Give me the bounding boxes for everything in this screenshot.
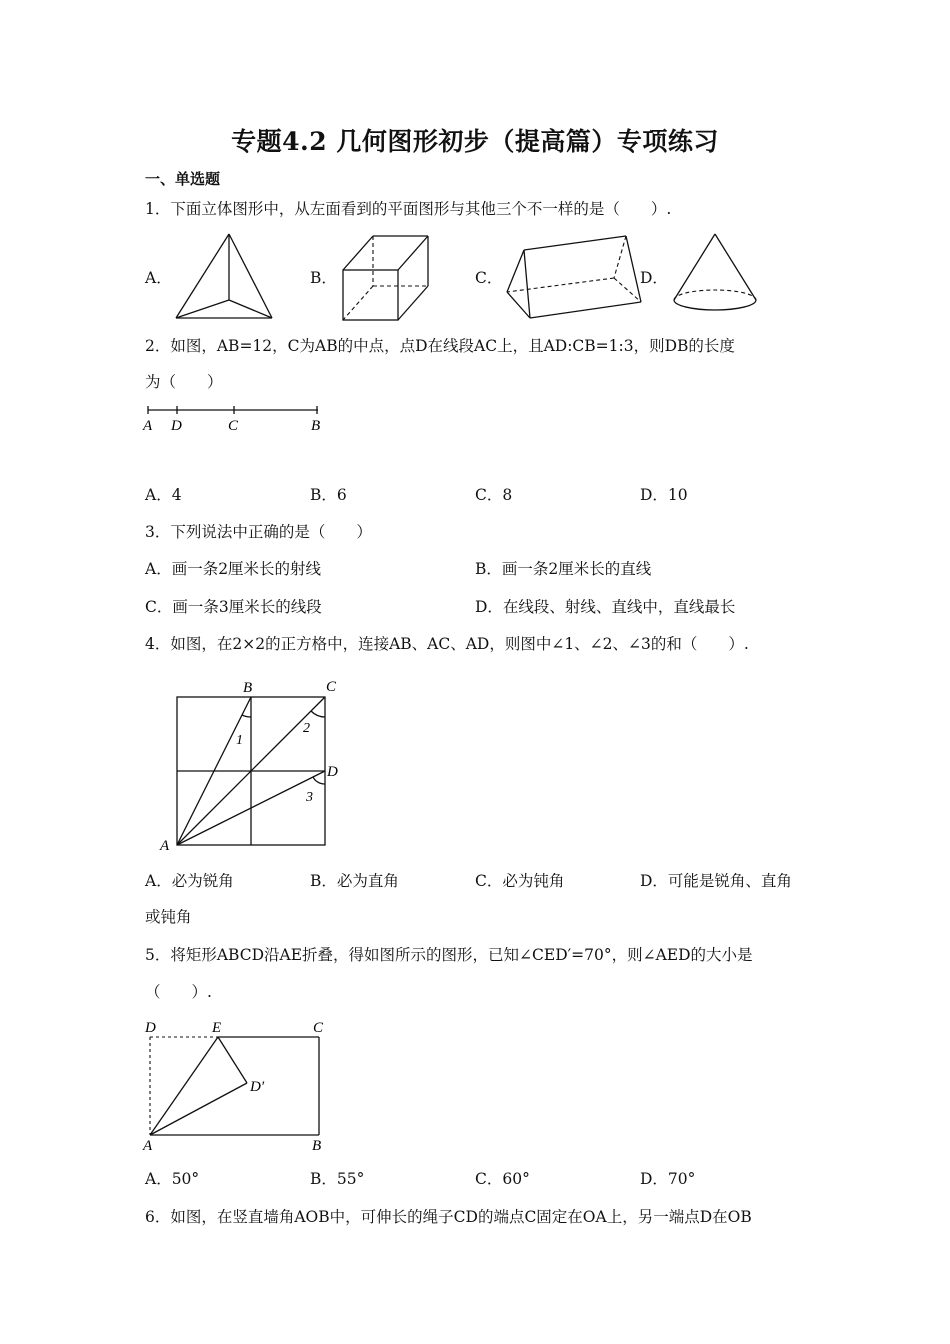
label-a: A (143, 418, 153, 434)
label-e: E (212, 1020, 222, 1036)
label-b: B (312, 1138, 322, 1153)
q5-option-c: C．60° (475, 1170, 530, 1188)
question-4-text: 4．如图，在2×2的正方格中，连接AB、AC、AD，则图中∠1、∠2、∠3的和（ ）. (145, 635, 749, 653)
q3-option-b: B．画一条2厘米长的直线 (475, 560, 652, 578)
label-b: B (243, 680, 253, 696)
q4-option-d-continued: 或钝角 (145, 908, 192, 926)
q5-option-d: D．70° (640, 1170, 696, 1188)
label-d-prime: D′ (250, 1079, 265, 1095)
q4-option-c: C．必为钝角 (475, 872, 565, 890)
label-b: B (311, 418, 321, 434)
question-2-text-line1: 2．如图，AB=12，C为AB的中点，点D在线段AC上，且AD:CB=1:3，则DB的长度 (145, 337, 735, 355)
q1-option-a-label: A． (145, 269, 172, 287)
triangular-prism-icon (502, 230, 642, 325)
q2-option-b: B．6 (310, 486, 347, 504)
q3-option-d: D．在线段、射线、直线中，直线最长 (475, 598, 736, 616)
label-d: D (171, 418, 182, 434)
grid-angle-figure (155, 672, 355, 857)
q3-option-c: C．画一条3厘米长的线段 (145, 598, 322, 616)
folded-rectangle-figure (140, 1015, 340, 1153)
angle-1-label: 1 (236, 733, 243, 748)
q5-option-b: B．55° (310, 1170, 365, 1188)
question-5-text-line2: （ ）. (145, 983, 212, 1001)
label-a: A (143, 1138, 153, 1153)
cone-icon (668, 228, 763, 328)
q4-option-b: B．必为直角 (310, 872, 399, 890)
q2-option-c: C．8 (475, 486, 513, 504)
q5-option-a: A．50° (145, 1170, 200, 1188)
question-1-text: 1．下面立体图形中，从左面看到的平面图形与其他三个不一样的是（ ）. (145, 200, 672, 218)
q4-option-d: D．可能是锐角、直角 (640, 872, 792, 890)
question-3-text: 3．下列说法中正确的是（ ） (145, 523, 372, 541)
section-heading: 一、单选题 (145, 170, 221, 188)
angle-2-label: 2 (303, 721, 310, 736)
triangular-pyramid-icon (170, 230, 280, 322)
label-a: A (160, 838, 170, 854)
angle-3-label: 3 (306, 790, 313, 805)
question-2-text-line2: 为（ ） (145, 373, 223, 391)
q2-option-d: D．10 (640, 486, 688, 504)
q1-option-c-label: C． (475, 269, 503, 287)
segment-figure (142, 402, 332, 437)
q3-option-a: A．画一条2厘米长的射线 (145, 560, 322, 578)
rectangular-cuboid-icon (338, 230, 438, 325)
label-d: D (327, 764, 338, 780)
label-c: C (228, 418, 239, 434)
q1-option-d-label: D． (640, 269, 668, 287)
q2-option-a: A．4 (145, 486, 182, 504)
q1-option-b-label: B． (310, 269, 337, 287)
q4-option-a: A．必为锐角 (145, 872, 234, 890)
page-title: 专题4.2 几何图形初步（提高篇）专项练习 (231, 127, 719, 156)
label-c: C (313, 1020, 324, 1036)
label-d: D (145, 1020, 156, 1036)
question-5-text-line1: 5．将矩形ABCD沿AE折叠，得如图所示的图形，已知∠CED′=70°，则∠AED的大小是 (145, 946, 753, 964)
question-6-text: 6．如图，在竖直墙角AOB中，可伸长的绳子CD的端点C固定在OA上，另一端点D在OB (145, 1208, 752, 1226)
label-c: C (326, 679, 337, 695)
